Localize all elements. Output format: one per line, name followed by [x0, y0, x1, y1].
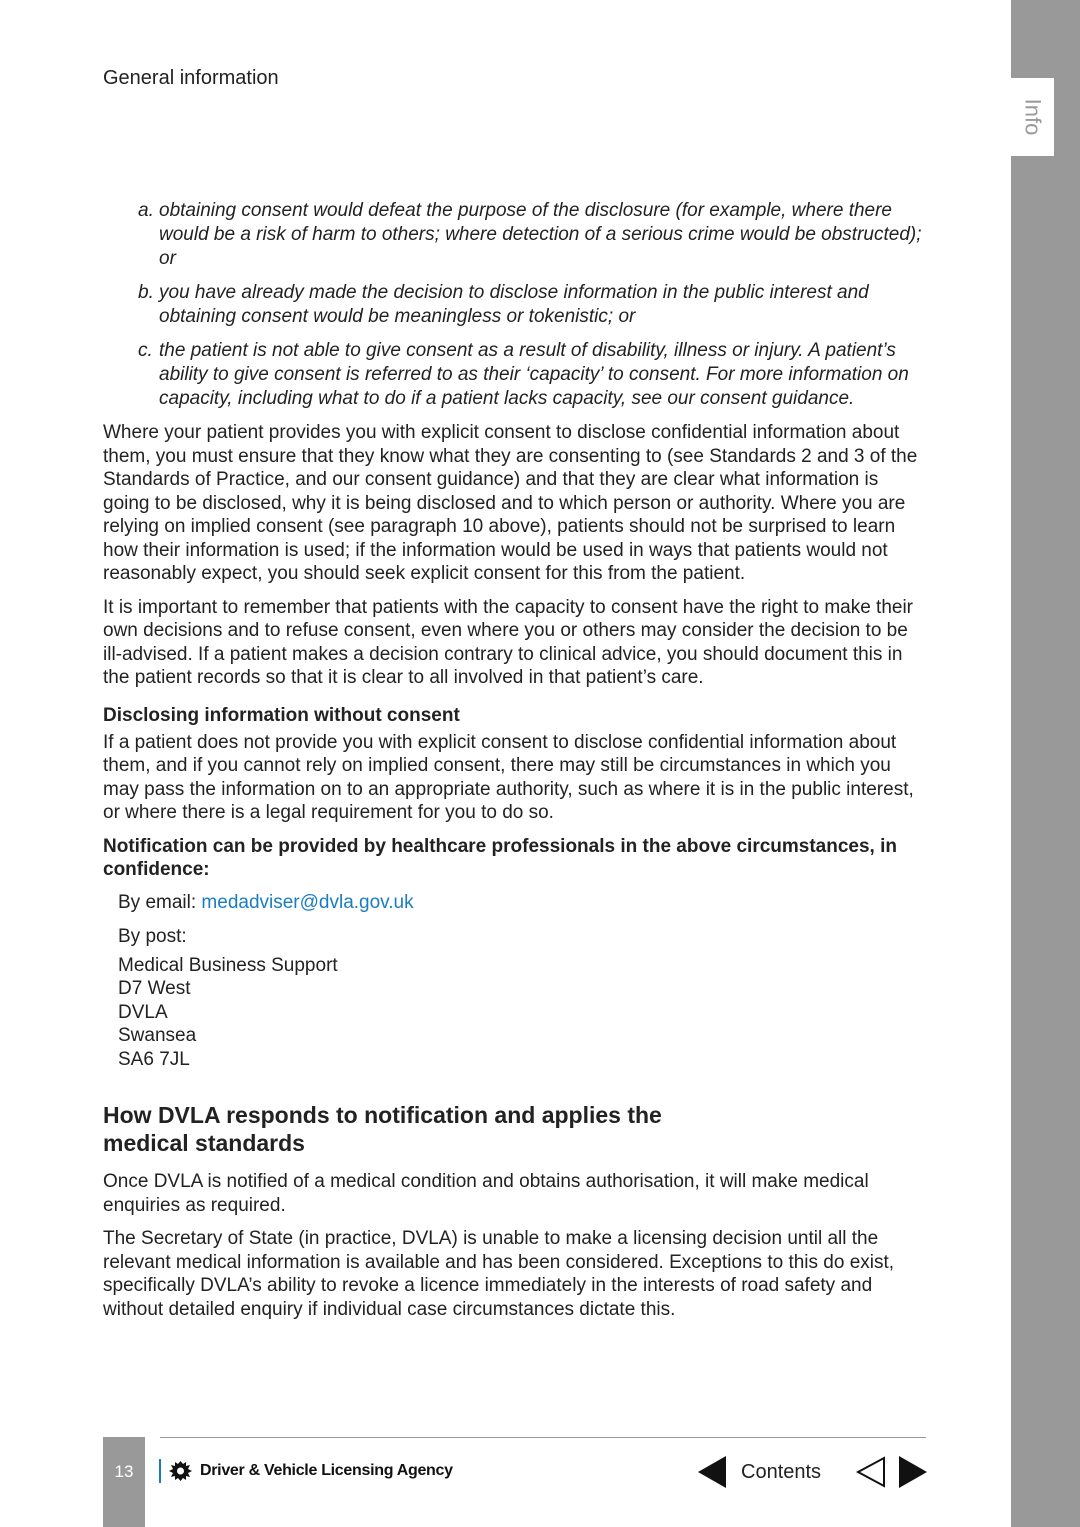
list-item [103, 199, 928, 271]
list-marker: a. [138, 200, 154, 221]
heading-line: How DVLA responds to notification and applies the [103, 1102, 662, 1128]
paragraph-secretary-of-state: The Secretary of State (in practice, DVLA) is unable to make a licensing decision until all the relevant medical information is available and has been considered. Exceptions to this do exist, specifically DVLA’s ability to revoke a licence immediately in the interests of road safety and without detailed enquiry if individual case circumstances dictate this. [103, 1228, 895, 1320]
notification-notice: Notification can be provided by healthcare professionals in the above circumstances, in confidence: [103, 835, 897, 880]
contents-label: Contents [741, 1460, 822, 1483]
list-text: you have already made the decision to disclose information in the public interest and obtaining consent would be meaningless or tokenistic; or [159, 282, 869, 327]
footer-divider [160, 1437, 926, 1438]
heading-line: medical standards [103, 1130, 305, 1156]
paragraph-without-consent: If a patient does not provide you with explicit consent to disclose confidential information about them, and if you cannot rely on implied consent, there may still be circumstances in which you may pass the information on to an appropriate authority, such as where it is in the public interest, or where there is a legal requirement for you to do so. [103, 731, 914, 823]
address-line: DVLA [118, 1001, 168, 1023]
list-text: the patient is not able to give consent as a result of disability, illness or injury. A patient’s ability to give consent is referred to as their ‘capacity’ to consent. For more information on capacity, including what to do if a patient lacks capacity, see our consent guidance. [159, 340, 909, 409]
next-page-icon[interactable] [899, 1456, 927, 1488]
info-tab-label: Info [1020, 98, 1046, 136]
address-line: D7 West [118, 978, 191, 999]
list-text: obtaining consent would defeat the purpose of the disclosure (for example, where there would be a risk of harm to others; where detection of a serious crime would be obstructed); or [159, 200, 922, 269]
agency-name: Driver & Vehicle Licensing Agency [200, 1462, 453, 1479]
agency-accent-bar [159, 1459, 161, 1483]
section-title: General information [103, 67, 279, 89]
side-strip [1011, 0, 1080, 1527]
heading-dvla-responds [103, 1101, 928, 1157]
page-content [103, 199, 928, 1331]
agency-logo [159, 1459, 453, 1483]
address-line: Medical Business Support [118, 954, 338, 976]
email-link[interactable]: medadviser@dvla.gov.uk [201, 891, 414, 913]
list-item [103, 281, 928, 329]
post-label: By post: [118, 925, 187, 947]
paragraph-right-to-refuse: It is important to remember that patients with the capacity to consent have the right to make their own decisions and to refuse consent, even where you or others may consider the decision to be ill-advised. If a patient makes a decision contrary to clinical advice, you should document this in the patient records so that it is clear to all involved in that patient’s care. [103, 596, 914, 688]
address-line: SA6 7JL [118, 1048, 190, 1070]
email-line [118, 891, 928, 915]
list-marker: b. [138, 282, 154, 303]
crest-icon [167, 1459, 194, 1483]
page-number: 13 [103, 1437, 145, 1527]
email-label: By email: [118, 891, 197, 913]
info-tab[interactable] [1011, 78, 1054, 156]
arrow-left-filled-icon [698, 1456, 726, 1488]
list-item [103, 339, 928, 411]
list-marker: c. [138, 340, 153, 361]
heading-without-consent: Disclosing information without consent [103, 704, 460, 726]
paragraph-explicit-consent: Where your patient provides you with explicit consent to disclose confidential information about them, you must ensure that they know what they are consenting to (see Standards 2 and 3 of the Standards of Practice, and our consent guidance) and that they are clear what information is going to be disclosed, why it is being disclosed and to which person or authority. Where you are relying on implied consent (see paragraph 10 above), patients should not be surprised to learn how their information is used; if the information would be used in ways that patients would not reasonably expect, you should seek explicit consent for this from the patient. [103, 422, 918, 584]
previous-page-icon[interactable] [856, 1456, 886, 1488]
paragraph-dvla-enquiries: Once DVLA is notified of a medical condition and obtains authorisation, it will make medical enquiries as required. [103, 1171, 869, 1216]
contact-block [103, 891, 928, 1072]
contents-button[interactable] [698, 1456, 821, 1488]
address-line: Swansea [118, 1025, 197, 1046]
